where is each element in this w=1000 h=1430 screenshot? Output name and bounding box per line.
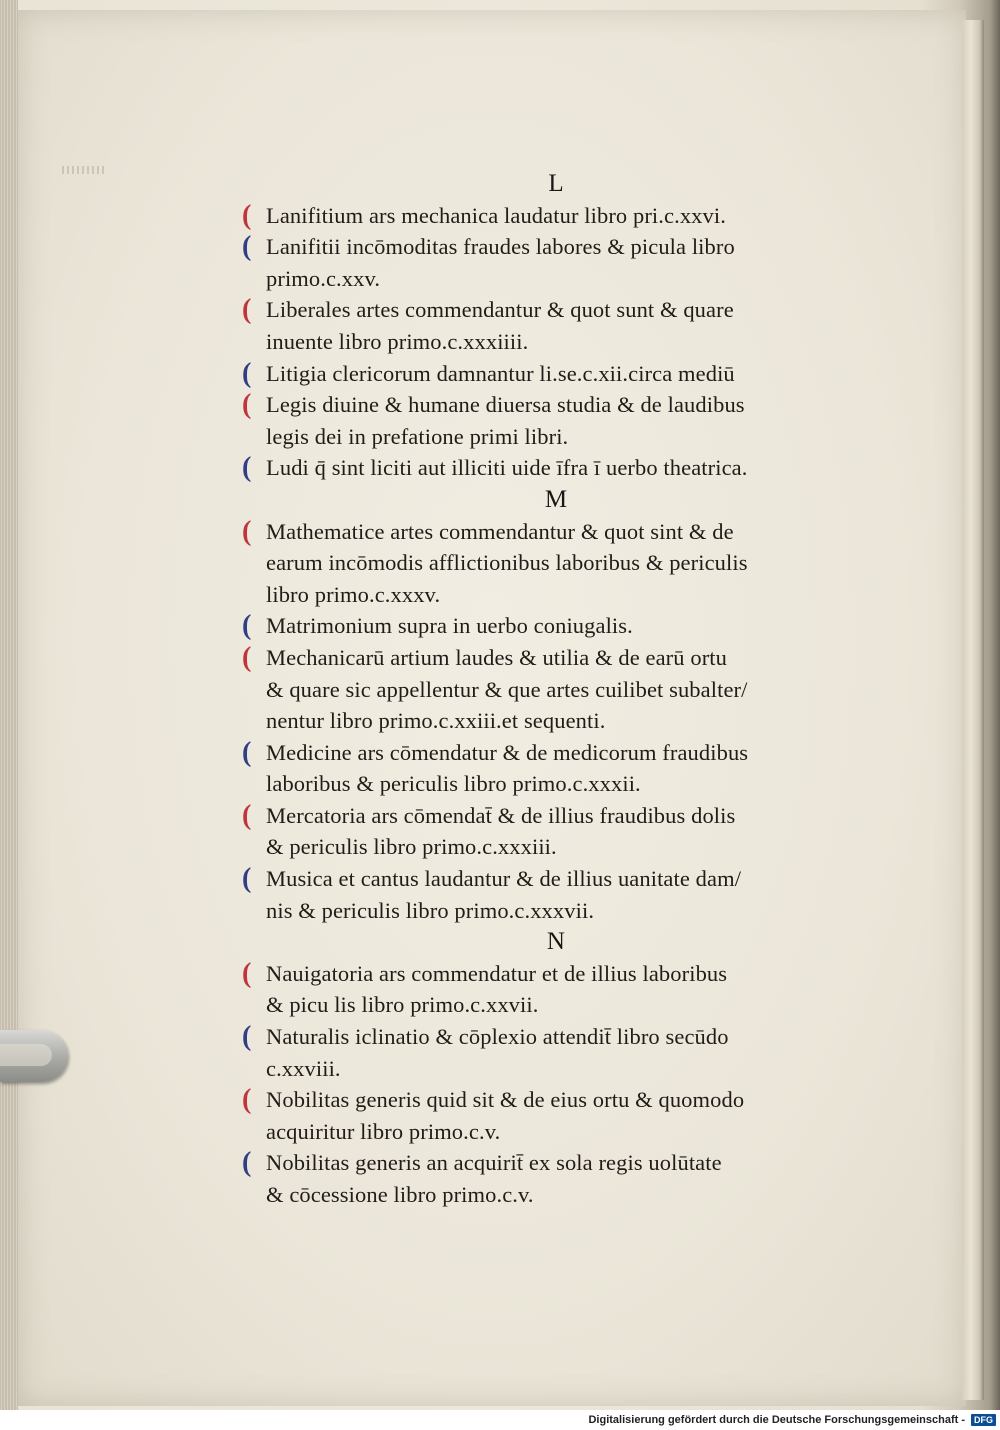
entry-line: nis & periculis libro primo.c.xxxvii. [266, 897, 595, 923]
index-entry [242, 357, 846, 390]
paragraph-mark-icon: ( [242, 736, 252, 768]
entry-line: c.xxviii. [266, 1055, 341, 1081]
paragraph-mark-icon: ( [242, 515, 252, 547]
entry-line: libro primo.c.xxxv. [266, 581, 441, 607]
entry-line: Legis diuine & humane diuersa studia & de laudibus [266, 392, 745, 418]
index-entry [242, 294, 846, 357]
index-entry [242, 452, 846, 484]
index-entry [242, 957, 846, 1021]
index-entry [242, 1147, 846, 1210]
dfg-logo: DFG [971, 1414, 996, 1426]
entry-line: Mercatoria ars cōmendat̄ & de illius fraudibus dolis [266, 802, 736, 828]
section-heading: N [546, 928, 566, 956]
margin-smudge [62, 166, 106, 174]
entry-line: Liberales artes commendantur & quot sunt & quare [266, 297, 734, 323]
entry-line: Naturalis iclinatio & cōplexio attendit̄ libro secūdo [266, 1024, 729, 1050]
entry-line: Lanifitii incōmoditas fraudes labores & picula libro [266, 234, 735, 260]
index-entry [242, 1021, 846, 1084]
section-heading: M [544, 485, 568, 513]
footer-credit-text: Digitalisierung gefördert durch die Deutsche Forschungsgemeinschaft - [588, 1414, 965, 1426]
entry-line: & quare sic appellentur & que artes cuilibet subalter/ [266, 676, 748, 702]
paragraph-mark-icon: ( [242, 1021, 252, 1053]
entry-line: Nauigatoria ars commendatur et de illius laboribus [266, 960, 728, 986]
entry-line: inuente libro primo.c.xxxiiii. [266, 328, 529, 354]
index-entry [242, 1084, 846, 1147]
paragraph-mark-icon: ( [242, 799, 252, 831]
book-page-edges-left [0, 0, 18, 1410]
index-entry [242, 863, 846, 926]
entry-line: Nobilitas generis quid sit & de eius ortu & quomodo [266, 1087, 745, 1113]
entry-line: acquiritur libro primo.c.v. [266, 1118, 501, 1144]
paragraph-mark-icon: ( [242, 199, 252, 231]
index-entry [242, 799, 846, 863]
entry-line: Nobilitas generis an acquirit̄ ex sola regis uolūtate [266, 1150, 722, 1176]
section-heading: L [548, 170, 564, 197]
paragraph-mark-icon: ( [242, 357, 252, 389]
page-clip [0, 1030, 68, 1082]
entry-line: earum incōmodis afflictionibus laboribus & periculis [266, 550, 748, 576]
entry-line: Ludi q̄ sint liciti aut illiciti uide īfra ī uerbo theatrica. [266, 455, 748, 481]
entry-line: Litigia clericorum damnantur li.se.c.xii.circa mediū [266, 360, 735, 386]
entry-line: Matrimonium supra in uerbo coniugalis. [266, 613, 633, 639]
paragraph-mark-icon: ( [242, 452, 252, 484]
entry-line: Medicine ars cōmendatur & de medicorum fraudibus [266, 739, 749, 765]
entry-line: nentur libro primo.c.xxiii.et sequenti. [266, 708, 606, 734]
entry-line: primo.c.xxv. [266, 265, 381, 291]
index-entry [242, 231, 846, 294]
index-entry [242, 389, 846, 452]
entry-line: Musica et cantus laudantur & de illius uanitate dam/ [266, 866, 742, 892]
paragraph-mark-icon: ( [242, 610, 252, 642]
index-entry [242, 610, 846, 642]
book-page-edge-right [962, 20, 984, 1400]
entry-line: laboribus & periculis libro primo.c.xxxii. [266, 771, 641, 797]
entry-line: Mathematice artes commendantur & quot sint & de [266, 518, 734, 544]
paragraph-mark-icon: ( [242, 1084, 252, 1116]
paragraph-mark-icon: ( [242, 863, 252, 895]
entry-line: & cōcessione libro primo.c.v. [266, 1182, 534, 1207]
index-entry [242, 736, 846, 800]
entry-line: & picu lis libro primo.c.xxvii. [266, 992, 539, 1018]
entry-line: Mechanicarū artium laudes & utilia & de earū ortu [266, 644, 727, 670]
index-entry [242, 199, 846, 232]
paragraph-mark-icon: ( [242, 389, 252, 421]
entry-line: Lanifitium ars mechanica laudatur libro pri.c.xxvi. [266, 202, 726, 228]
footer-bar [0, 1410, 1000, 1430]
index-text-block [242, 168, 846, 1211]
entry-line: & periculis libro primo.c.xxxiii. [266, 834, 557, 860]
paragraph-mark-icon: ( [242, 641, 252, 673]
paragraph-mark-icon: ( [242, 294, 252, 326]
index-entry [242, 641, 846, 737]
paragraph-mark-icon: ( [242, 957, 252, 989]
entry-line: legis dei in prefatione primi libri. [266, 423, 569, 449]
paragraph-mark-icon: ( [242, 231, 252, 263]
index-entry [242, 515, 846, 611]
paragraph-mark-icon: ( [242, 1147, 252, 1179]
